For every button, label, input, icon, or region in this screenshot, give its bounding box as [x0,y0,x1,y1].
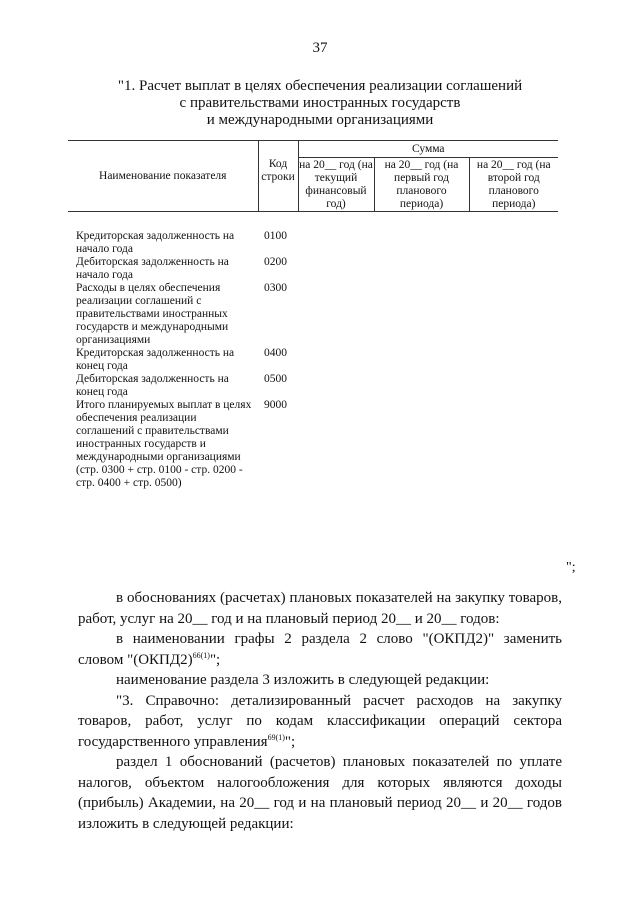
row-code: 0400 [264,347,287,359]
paragraph-4 [78,691,562,753]
section-title [60,78,580,129]
paragraph-2-text: в наименовании графы 2 раздела 2 слово "(ОКПД2)" заменить словом "(ОКПД2) [78,631,562,668]
row-name: Расходы в целях обеспечения реализации соглашений с правительствами иностранных государств и международными организациями [76,282,229,346]
header-current-year: на 20__ год (на текущий финансовый год) [299,159,373,210]
footnote-ref-69-1: 69(1) [267,732,285,742]
paragraph-3: наименование раздела 3 изложить в следующей редакции: [116,672,490,688]
paragraph-5: раздел 1 обоснований (расчетов) плановых показателей по уплате налогов, объектом налогообложения для которых являются доходы (прибыль) Академии, на 20__ год и на плановый период 20__ и 20__ годов изложить в следующей редакции: [78,754,562,832]
row-code: 0100 [264,230,287,242]
title-line-1: "1. Расчет выплат в целях обеспечения реализации соглашений [117,78,523,94]
table-row [68,282,558,347]
table-row [68,373,558,399]
row-name: Кредиторская задолженность на начало года [76,230,235,255]
row-name: Кредиторская задолженность на конец года [76,347,235,372]
footnote-ref-66-1: 66(1) [192,650,210,660]
table-row [68,347,558,373]
table-row [68,256,558,282]
header-indicator-name: Наименование показателя [68,141,258,212]
table-row [68,230,558,256]
paragraph-1: в обоснованиях (расчетах) плановых показателей на закупку товаров, работ, услуг на 20__ год и на плановый период 20__ и 20__ годов: [78,590,562,627]
row-name: Итого планируемых выплат в целях обеспечения реализации соглашений с правительствами иностранных государств и международными организациями (стр. 0300 + стр. 0100 - стр. 0200 - стр. 0400 + стр. 0500) [76,399,252,489]
paragraph-4-end: "; [284,733,296,750]
payments-table [68,140,558,490]
row-code: 0500 [264,373,287,385]
row-code: 9000 [264,399,287,411]
header-first-plan-year: на 20__ год (на первый год планового периода) [374,158,469,212]
paragraph-2-end: "; [209,651,221,668]
row-name: Дебиторская задолженность на конец года [76,373,229,398]
header-sum: Сумма [298,141,558,158]
title-line-2: с правительствами иностранных государств [179,95,461,111]
row-code: 0300 [264,282,287,294]
page-number: 37 [312,40,328,56]
paragraph-2 [78,629,562,670]
table-quote-end: "; [566,560,576,575]
row-code: 0200 [264,256,287,268]
header-second-plan-year: на 20__ год (на второй год планового периода) [469,158,558,212]
header-row-code: Код строки [258,141,298,212]
table-row [68,399,558,490]
row-name: Дебиторская задолженность на начало года [76,256,229,281]
body-text [78,588,562,834]
paragraph-4-text: "3. Справочно: детализированный расчет расходов на закупку товаров, работ, услуг по кодам классификации операций сектора государственного управления [78,692,562,750]
title-line-3: и международными организациями [206,112,434,128]
